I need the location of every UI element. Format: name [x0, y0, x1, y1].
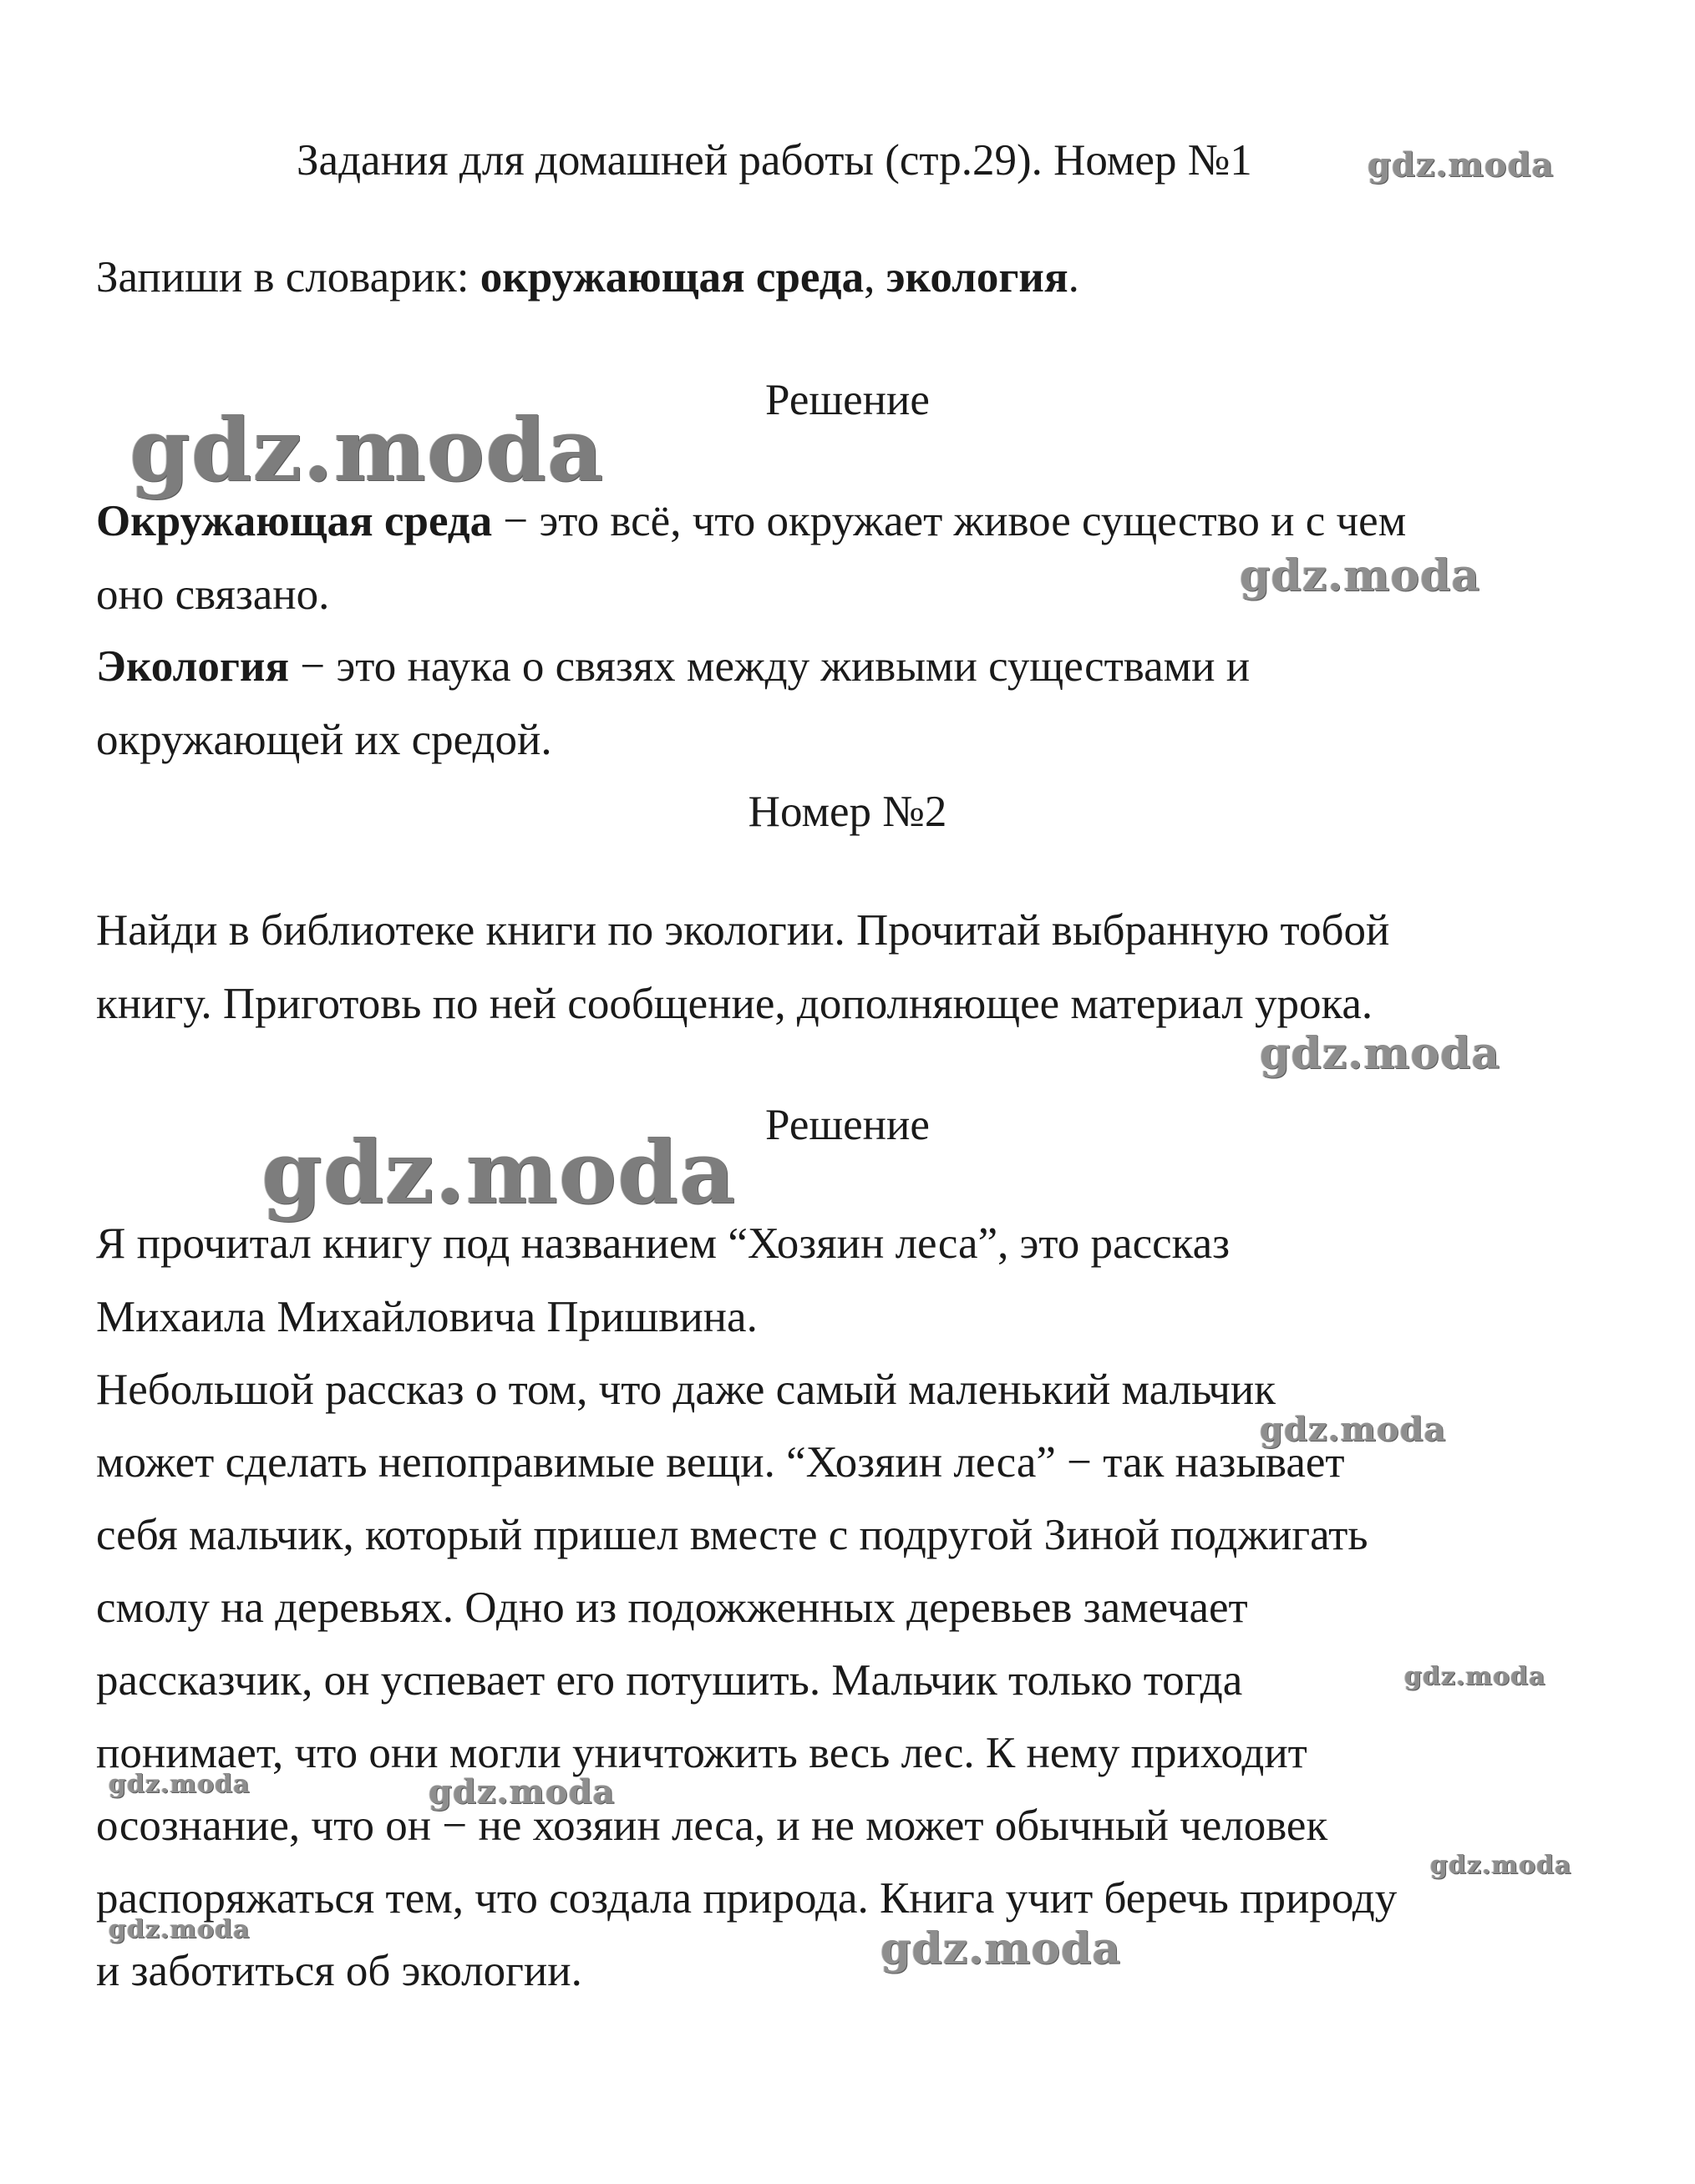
- solution2-line: смолу на деревьях. Одно из подожженных деревьев замечает: [96, 1584, 1248, 1632]
- task1-term-environment: окружающая среда: [480, 253, 865, 302]
- task1-prefix: Запиши в словарик:: [96, 253, 480, 302]
- solution1-heading: Решение: [765, 376, 930, 424]
- solution2-line: себя мальчик, который пришел вместе с подругой Зиной поджигать: [96, 1511, 1368, 1559]
- definition-ecology-line2: окружающей их средой.: [96, 716, 552, 764]
- page-header: Задания для домашней работы (стр.29). Номер №1: [297, 136, 1252, 185]
- watermark: gdz.moda: [1240, 550, 1481, 601]
- solution2-line: рассказчик, он успевает его потушить. Мальчик только тогда: [96, 1656, 1243, 1705]
- watermark: gdz.moda: [109, 1915, 251, 1944]
- watermark: gdz.moda: [1430, 1851, 1572, 1880]
- solution2-line: осознание, что он − не хозяин леса, и не может обычный человек: [96, 1801, 1328, 1850]
- definition-environment-text: − это всё, что окружает живое существо и с чем: [492, 497, 1407, 545]
- solution2-line: Я прочитал книгу под названием “Хозяин леса”, это рассказ: [96, 1219, 1231, 1268]
- task2-heading: Номер №2: [748, 788, 947, 836]
- task1-text: [96, 253, 1079, 302]
- definition-environment-line2: оно связано.: [96, 570, 330, 619]
- task2-line2: книгу. Приготовь по ней сообщение, дополняющее материал урока.: [96, 980, 1373, 1028]
- task1-suffix: .: [1068, 253, 1079, 302]
- watermark: gdz.moda: [1260, 1410, 1447, 1449]
- watermark: gdz.moda: [129, 398, 605, 501]
- definition-environment-term: Окружающая среда: [96, 497, 493, 545]
- solution2-line: Михаила Михайловича Пришвина.: [96, 1293, 758, 1341]
- task1-term-ecology: экология: [886, 253, 1068, 302]
- solution2-line: понимает, что они могли уничтожить весь лес. К нему приходит: [96, 1729, 1307, 1777]
- definition-ecology-term: Экология: [96, 642, 290, 691]
- watermark: gdz.moda: [109, 1770, 251, 1799]
- definition-ecology-text: − это наука о связях между живыми существами и: [289, 642, 1251, 691]
- solution2-line: распоряжаться тем, что создала природа. Книга учит беречь природу: [96, 1874, 1398, 1923]
- watermark: gdz.moda: [429, 1772, 616, 1812]
- watermark: gdz.moda: [880, 1923, 1122, 1974]
- task1-separator: ,: [864, 253, 886, 302]
- definition-ecology-line1: [96, 642, 1251, 691]
- watermark: gdz.moda: [1260, 1028, 1501, 1079]
- solution2-heading: Решение: [765, 1101, 930, 1149]
- solution2-line: Небольшой рассказ о том, что даже самый маленький мальчик: [96, 1366, 1276, 1414]
- solution2-line: может сделать непоправимые вещи. “Хозяин леса” − так называет: [96, 1438, 1345, 1487]
- watermark: gdz.moda: [1368, 145, 1555, 185]
- watermark: gdz.moda: [261, 1121, 737, 1224]
- task2-line1: Найди в библиотеке книги по экологии. Прочитай выбранную тобой: [96, 906, 1390, 955]
- watermark: gdz.moda: [1404, 1662, 1546, 1691]
- solution2-line: и заботиться об экологии.: [96, 1947, 582, 1995]
- definition-environment-line1: [96, 499, 1406, 544]
